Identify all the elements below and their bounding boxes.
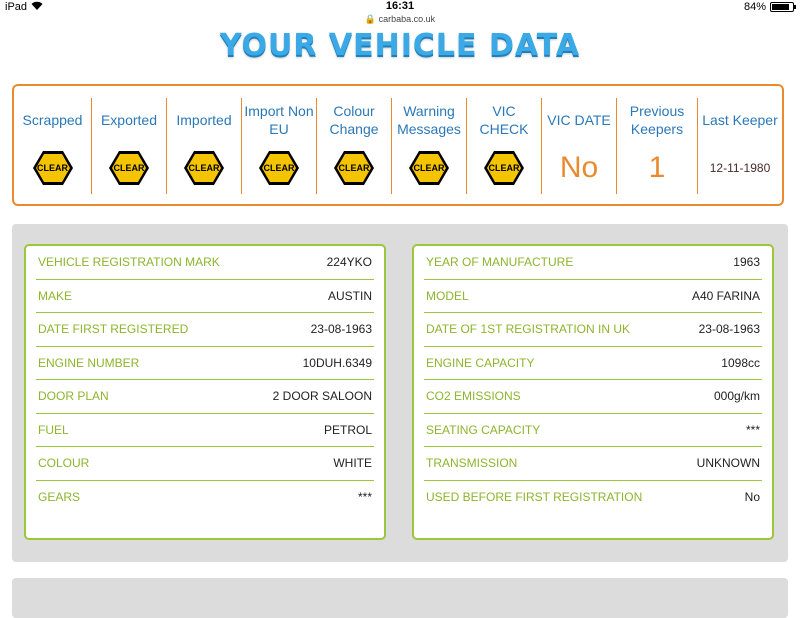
check-label: Import Non EU <box>244 103 314 137</box>
check-value <box>710 142 771 194</box>
check-label: VIC DATE <box>547 112 611 128</box>
data-row <box>36 481 374 515</box>
device-name: iPad <box>5 1 28 13</box>
badge-text: CLEAR <box>338 163 370 173</box>
data-value: *** <box>357 490 372 505</box>
data-row <box>36 280 374 314</box>
check-big-value: No <box>559 151 599 184</box>
badge-text: CLEAR <box>413 163 445 173</box>
data-row <box>424 481 762 515</box>
data-key: ENGINE CAPACITY <box>426 355 535 370</box>
check-label: Warning Messages <box>397 103 461 137</box>
data-key: FUEL <box>38 422 69 437</box>
vehicle-data-card-right <box>412 244 774 540</box>
check-value <box>408 142 450 194</box>
check-date-value: 12-11-1980 <box>709 161 771 175</box>
badge-text: CLEAR <box>488 163 520 173</box>
vehicle-data-card-left <box>24 244 386 540</box>
hexagon-badge-icon <box>408 150 450 186</box>
data-value: A40 FARINA <box>691 288 760 303</box>
data-key: ENGINE NUMBER <box>38 355 140 370</box>
check-colour-change <box>316 98 391 194</box>
next-section <box>12 578 788 618</box>
check-label: Scrapped <box>22 112 83 128</box>
data-value: No <box>744 490 760 505</box>
badge-text: CLEAR <box>37 163 68 173</box>
data-row <box>424 246 762 280</box>
check-big-value: 1 <box>648 151 666 184</box>
check-value <box>483 142 525 194</box>
check-value <box>333 142 375 194</box>
data-value: UNKNOWN <box>696 456 760 471</box>
data-key: SEATING CAPACITY <box>426 422 541 437</box>
data-row <box>424 447 762 481</box>
data-key: MODEL <box>426 288 469 303</box>
status-time: 16:31 <box>385 0 415 12</box>
hexagon-badge-icon <box>183 150 225 186</box>
data-row <box>36 347 374 381</box>
data-key: USED BEFORE FIRST REGISTRATION <box>426 490 643 505</box>
hexagon-badge-icon <box>258 150 300 186</box>
check-label: Colour Change <box>329 103 379 137</box>
check-label: Exported <box>100 112 158 128</box>
hexagon-badge-icon <box>333 150 375 186</box>
data-value: WHITE <box>333 456 372 471</box>
data-value: *** <box>745 422 760 437</box>
badge-text: CLEAR <box>188 163 220 173</box>
data-value: 000g/km <box>713 389 760 404</box>
vehicle-checks-panel <box>12 84 784 206</box>
ios-status-bar <box>0 0 800 24</box>
data-row <box>424 280 762 314</box>
badge-text: CLEAR <box>113 163 145 173</box>
check-vic-date <box>541 98 616 194</box>
hexagon-badge-icon <box>108 150 150 186</box>
check-vic-check <box>466 98 541 194</box>
battery-icon <box>770 2 794 12</box>
data-row <box>36 447 374 481</box>
check-value <box>183 142 225 194</box>
check-value <box>32 142 74 194</box>
check-label: VIC CHECK <box>479 103 529 137</box>
data-value: 23-08-1963 <box>310 322 372 337</box>
data-key: YEAR OF MANUFACTURE <box>426 255 574 270</box>
data-row <box>36 313 374 347</box>
battery-percent: 84% <box>743 1 766 13</box>
data-key: MAKE <box>38 288 73 303</box>
data-key: CO2 EMISSIONS <box>426 389 521 404</box>
check-imported <box>166 98 241 194</box>
data-key: TRANSMISSION <box>426 456 518 471</box>
address-bar[interactable] <box>0 14 800 25</box>
check-label: Last Keeper <box>702 112 778 128</box>
address-url: carbaba.co.uk <box>378 14 436 24</box>
check-exported <box>91 98 166 194</box>
data-key: DATE OF 1ST REGISTRATION IN UK <box>426 322 631 337</box>
hexagon-badge-icon <box>483 150 525 186</box>
data-row <box>424 313 762 347</box>
data-value: PETROL <box>323 422 372 437</box>
data-value: 224YKO <box>326 255 372 270</box>
check-previous-keepers <box>616 98 697 194</box>
hexagon-badge-icon <box>32 150 74 186</box>
check-value <box>258 142 300 194</box>
check-warning-messages <box>391 98 466 194</box>
data-key: DATE FIRST REGISTERED <box>38 322 189 337</box>
check-scrapped <box>14 98 91 194</box>
data-value: 2 DOOR SALOON <box>272 389 372 404</box>
check-import-non-eu <box>241 98 316 194</box>
data-value: 10DUH.6349 <box>302 355 372 370</box>
page-title: YOUR VEHICLE DATA <box>219 28 581 63</box>
data-key: DOOR PLAN <box>38 389 109 404</box>
data-key: COLOUR <box>38 456 90 471</box>
data-value: 1963 <box>733 255 760 270</box>
data-row <box>424 347 762 381</box>
data-row <box>36 246 374 280</box>
data-value: 23-08-1963 <box>698 322 760 337</box>
data-row <box>424 414 762 448</box>
data-key: GEARS <box>38 490 81 505</box>
data-key: VEHICLE REGISTRATION MARK <box>38 255 220 270</box>
data-row <box>36 414 374 448</box>
data-row <box>36 380 374 414</box>
check-value <box>649 142 666 194</box>
data-value: AUSTIN <box>327 288 372 303</box>
data-row <box>424 380 762 414</box>
check-value <box>108 142 150 194</box>
badge-text: CLEAR <box>263 163 295 173</box>
lock-icon: 🔒 <box>364 14 377 24</box>
check-label: Previous Keepers <box>629 103 685 137</box>
check-value <box>560 142 598 194</box>
check-label: Imported <box>176 112 232 128</box>
check-last-keeper <box>697 98 782 194</box>
data-value: 1098cc <box>721 355 760 370</box>
